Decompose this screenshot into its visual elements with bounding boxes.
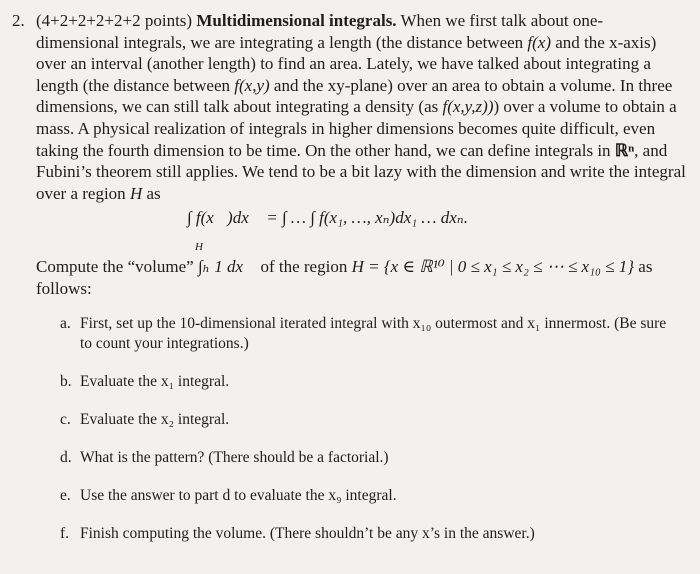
part-text: Use the answer to part d to evaluate the x₉ integral. xyxy=(80,486,397,504)
rn-symbol: ℝⁿ xyxy=(614,140,635,160)
part-label: c. xyxy=(60,410,71,428)
intro-text-3: and the xy-plane) over an area to obtain a volume. In three dimensions, we can still talk about integrating a density (as xyxy=(36,75,673,117)
part-b xyxy=(60,372,686,392)
part-f xyxy=(60,524,686,544)
fxy-expr: f(x,y) xyxy=(234,75,270,95)
part-label: a. xyxy=(60,314,71,332)
intro-text-5: , and Fubini’s theorem still applies. We tend to be a bit lazy with the dimension and write the integral over a region xyxy=(36,140,686,203)
part-e xyxy=(60,486,686,506)
part-label: b. xyxy=(60,372,72,390)
part-text: First, set up the 10-dimensional iterated integral with x₁₀ outermost and x₁ innermost. (Be sure to count your integrations.) xyxy=(80,314,667,352)
intro-text-4: ) over a volume to obtain a mass. A physical realization of integrals in higher dimensions becomes quite difficult, even taking the fourth dimension to be time. On the other hand, we can define integrals in xyxy=(36,97,677,160)
part-text: Finish computing the volume. (There shouldn’t be any x’s in the answer.) xyxy=(80,524,535,542)
intro-text-2: and the x-axis) over an interval (another length) to find an area. Lately, we have talked about integrating a length (the distance between xyxy=(36,32,657,95)
part-text: Evaluate the x₂ integral. xyxy=(80,410,230,428)
intro-text-1: When we first talk about one-dimensional integrals, we are integrating a length (the distance between xyxy=(36,11,604,52)
fxyz-expr: f(x,y,z)) xyxy=(442,97,494,117)
compute-text-c: as follows: xyxy=(36,257,653,298)
fx-expr: f(x) xyxy=(527,32,551,52)
part-label: e. xyxy=(60,486,71,504)
equation-region-label: H xyxy=(195,241,203,254)
compute-statement xyxy=(36,256,686,299)
part-d xyxy=(60,448,686,468)
problem-intro xyxy=(36,10,686,204)
compute-text-b: of the region xyxy=(260,257,348,277)
equation-body: ∫ f(x⃗)dx⃗ = ∫ … ∫ f(x₁, …, xₙ)dx₁ … dxₙ. xyxy=(187,208,468,228)
part-c xyxy=(60,410,686,430)
points-label: (4+2+2+2+2+2 points) xyxy=(36,11,193,30)
compute-region: H = {x ∈ ℝ¹⁰ | 0 ≤ x₁ ≤ x₂ ≤ ⋯ ≤ x₁₀ ≤ 1} xyxy=(351,257,635,277)
region-h: H xyxy=(129,183,143,203)
part-a xyxy=(60,314,686,354)
part-text: What is the pattern? (There should be a factorial.) xyxy=(80,448,389,466)
part-text: Evaluate the x₁ integral. xyxy=(80,372,230,390)
part-label: f. xyxy=(60,524,70,542)
part-label: d. xyxy=(60,448,72,466)
integral-equation xyxy=(12,208,686,254)
problem-2 xyxy=(12,10,686,204)
problem-title: Multidimensional integrals. xyxy=(196,11,397,30)
compute-text-a: Compute the “volume” xyxy=(36,257,194,277)
problem-number: 2. xyxy=(12,11,25,30)
intro-text-6: as xyxy=(146,183,161,203)
compute-integral: ∫ₕ 1 dx⃗ xyxy=(197,257,257,277)
parts-list xyxy=(60,314,686,544)
